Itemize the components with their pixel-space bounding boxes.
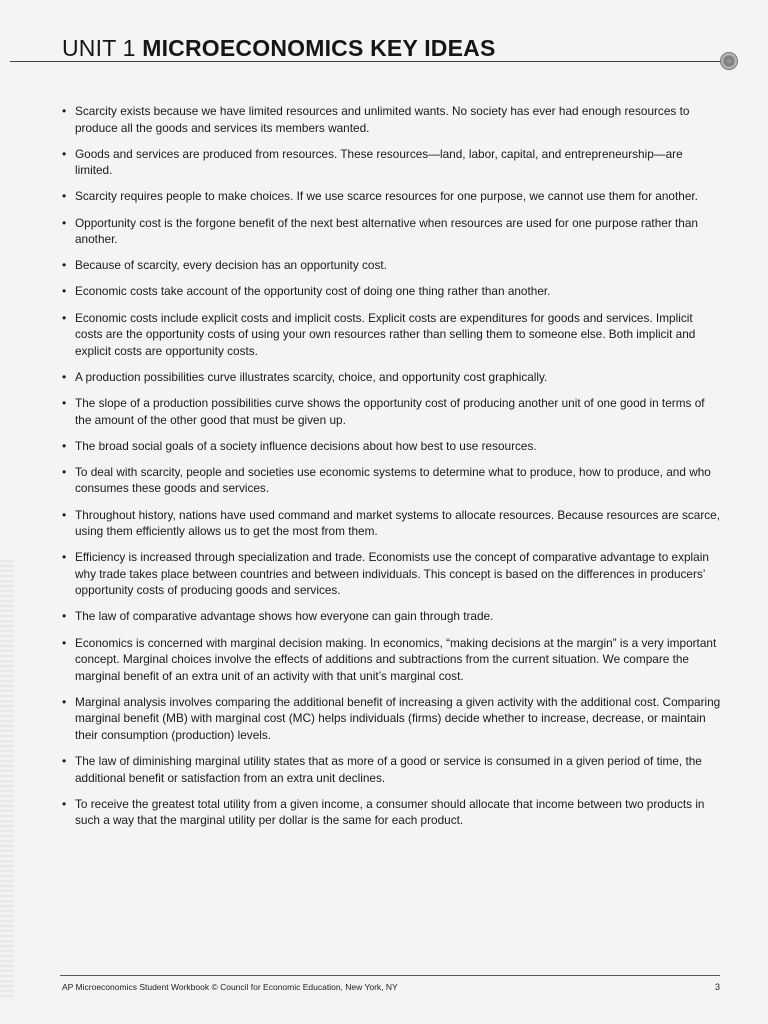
key-idea-item xyxy=(62,438,722,455)
key-idea-item xyxy=(62,369,722,386)
key-idea-item xyxy=(62,146,722,179)
key-idea-item xyxy=(62,257,722,274)
key-idea-item xyxy=(62,188,722,205)
key-idea-item xyxy=(62,753,722,786)
key-idea-text: Economic costs take account of the opportunity cost of doing one thing rather than another. xyxy=(75,284,551,299)
bullet-icon: • xyxy=(62,754,67,768)
key-idea-item xyxy=(62,310,722,360)
page-number: 3 xyxy=(714,982,720,992)
key-idea-text: Marginal analysis involves comparing the additional benefit of increasing a given activity with the additional cost. Comparing marginal benefit (MB) with marginal cost (MC) helps individuals (firms) decide whether to increase, decrease, or maintain their consumption (production) levels. xyxy=(75,694,721,742)
bullet-icon: • xyxy=(62,507,67,522)
key-idea-item xyxy=(62,549,722,599)
key-idea-item xyxy=(62,507,722,540)
key-idea-text: Throughout history, nations have used command and market systems to allocate resources. Because resources are scarce, using them efficiently allows us to get the most from them. xyxy=(75,507,720,539)
key-idea-item xyxy=(62,635,722,685)
unit-label: UNIT 1 xyxy=(62,35,136,61)
key-ideas-list xyxy=(62,103,722,829)
key-idea-item xyxy=(62,283,722,300)
key-idea-item xyxy=(62,103,722,136)
bullet-icon: • xyxy=(62,438,67,453)
footer-divider xyxy=(60,975,720,976)
key-idea-text: Efficiency is increased through specialization and trade. Economists use the concept of comparative advantage to explain why trade takes place between countries and between individuals. This concept is based on the differences in producers’ opportunity costs of producing goods and services. xyxy=(75,550,709,598)
bullet-icon: • xyxy=(62,189,67,204)
page-header xyxy=(62,33,722,63)
bullet-icon: • xyxy=(62,104,67,118)
header-dot-ornament xyxy=(720,52,738,70)
key-idea-text: The slope of a production possibilities curve shows the opportunity cost of producing another unit of one good in terms of the amount of the other good that must be given up. xyxy=(75,396,705,427)
bullet-icon: • xyxy=(62,146,67,161)
key-idea-item xyxy=(62,464,722,497)
key-idea-text: A production possibilities curve illustrates scarcity, choice, and opportunity cost graphically. xyxy=(75,369,548,384)
key-idea-text: The law of comparative advantage shows how everyone can gain through trade. xyxy=(75,609,494,624)
key-idea-text: Scarcity requires people to make choices. If we use scarce resources for one purpose, we cannot use them for another. xyxy=(75,189,698,204)
key-idea-text: Goods and services are produced from resources. These resources—land, labor, capital, and entrepreneurship—are limited. xyxy=(75,146,683,178)
bullet-icon: • xyxy=(62,550,67,565)
bullet-icon: • xyxy=(62,369,67,384)
bullet-icon: • xyxy=(62,464,67,479)
key-idea-item xyxy=(62,694,722,744)
bullet-icon: • xyxy=(62,310,67,325)
bullet-icon: • xyxy=(62,694,67,709)
key-idea-item xyxy=(62,608,722,625)
bullet-icon: • xyxy=(62,284,67,299)
key-idea-text: Economics is concerned with marginal decision making. In economics, “making decisions at the margin” is a very important concept. Marginal choices involve the effects of additions and subtractions from the current situation. We compare the marginal benefit of an extra unit of an activity with that unit’s marginal cost. xyxy=(75,635,717,683)
key-idea-text: Economic costs include explicit costs and implicit costs. Explicit costs are expenditures for goods and services. Implicit costs are the opportunity costs of using your own resources rather than selling them to someone else. Both implicit and explicit costs are opportunity costs. xyxy=(75,310,696,358)
bullet-icon: • xyxy=(62,258,67,273)
key-idea-text: To receive the greatest total utility from a given income, a consumer should allocate that income between two products in such a way that the marginal utility per dollar is the same for each product. xyxy=(75,796,705,828)
footer-source: AP Microeconomics Student Workbook © Council for Economic Education, New York, NY xyxy=(62,982,398,992)
key-idea-text: Because of scarcity, every decision has an opportunity cost. xyxy=(75,258,387,273)
page-title xyxy=(62,33,722,63)
bullet-icon: • xyxy=(62,215,67,230)
key-idea-text: The law of diminishing marginal utility states that as more of a good or service is consumed in a given period of time, the additional benefit or satisfaction from an extra unit declines. xyxy=(75,754,702,785)
key-idea-item xyxy=(62,395,722,428)
bullet-icon: • xyxy=(62,635,67,650)
scan-edge-artifact xyxy=(0,560,14,1000)
key-idea-item xyxy=(62,215,722,248)
key-idea-text: To deal with scarcity, people and societies use economic systems to determine what to produce, how to produce, and who consumes these goods and services. xyxy=(75,464,711,496)
title-text: MICROECONOMICS KEY IDEAS xyxy=(142,35,496,61)
bullet-icon: • xyxy=(62,396,67,410)
key-idea-text: The broad social goals of a society influence decisions about how best to use resources. xyxy=(75,438,537,453)
key-idea-text: Scarcity exists because we have limited resources and unlimited wants. No society has ever had enough resources to produce all the goods and services its members wanted. xyxy=(75,104,690,135)
bullet-icon: • xyxy=(62,609,67,624)
key-idea-text: Opportunity cost is the forgone benefit of the next best alternative when resources are used for one purpose rather than another. xyxy=(75,215,698,247)
bullet-icon: • xyxy=(62,796,67,811)
key-idea-item xyxy=(62,796,722,829)
header-divider xyxy=(10,61,724,62)
key-ideas-section xyxy=(62,103,722,838)
